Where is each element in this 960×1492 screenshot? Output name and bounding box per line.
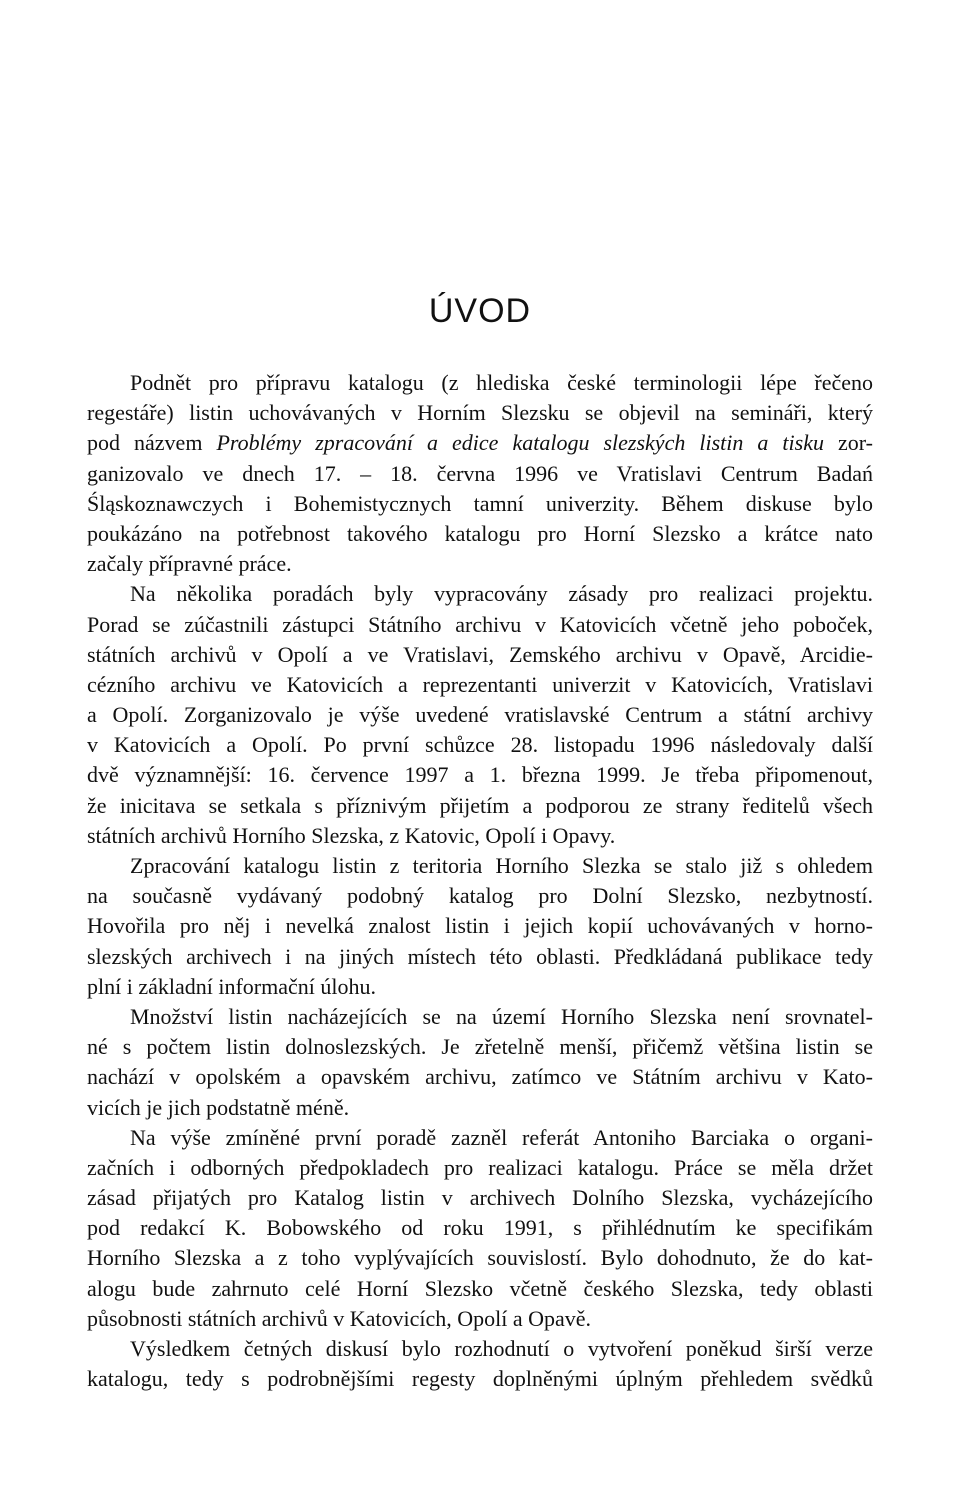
text-line: na současně vydávaný podobný katalog pro Dolní Slezsko, nezbytností.: [87, 883, 873, 909]
text-line: Horního Slezska a z toho vyplývajících souvislostí. Bylo dohodnuto, že do kat-: [87, 1245, 873, 1271]
text-fragment: pod názvem: [87, 430, 217, 456]
text-line: slezských archivech i na jiných místech této oblasti. Předkládaná publikace tedy: [87, 943, 873, 969]
text-line: nachází v opolském a opavském archivu, zatímco ve Státním archivu v Kato-: [87, 1064, 873, 1090]
text-line: ganizovalo ve dnech 17. – 18. června 1996 ve Vratislavi Centrum Badań: [87, 460, 873, 486]
text-line: cézního archivu ve Katovicích a reprezentanti univerzit v Katovicích, Vratislavi: [87, 671, 873, 697]
text-line: [87, 428, 873, 458]
text-line: působnosti státních archivů v Katovicích, Opolí a Opavě.: [87, 1305, 592, 1331]
text-line: státních archivů Horního Slezska, z Katovic, Opolí i Opavy.: [87, 822, 616, 848]
text-line: Výsledkem četných diskusí bylo rozhodnutí o vytvoření poněkud širší verze: [130, 1336, 873, 1361]
text-line: alogu bude zahrnuto celé Horní Slezsko včetně českého Slezska, tedy oblasti: [87, 1275, 873, 1301]
text-line: regestáře) listin uchovávaných v Horním Slezsku se objevil na semináři, který: [87, 400, 873, 426]
text-line: státních archivů v Opolí a ve Vratislavi, Zemského archivu v Opavě, Arcidie-: [87, 641, 873, 667]
text-line: né s počtem listin dolnoslezských. Je zřetelně menší, přičemž většina listin se: [87, 1034, 873, 1060]
text-line: Zpracování katalogu listin z teritoria Horního Slezka se stalo již s ohledem: [130, 853, 873, 878]
paragraph-1: [87, 368, 873, 579]
text-line: Na výše zmíněné první poradě zazněl referát Antoniho Barciaka o organi-: [130, 1124, 873, 1150]
text-line: Śląskoznawczych i Bohemistycznych tamní univerzity. Během diskuse bylo: [87, 490, 873, 516]
text-line: Na několika poradách byly vypracovány zásady pro realizaci projektu.: [130, 581, 873, 607]
text-fragment: zor-: [824, 430, 874, 456]
text-line: Hovořila pro něj i nevelká znalost listin i jejich kopií uchovávaných v horno-: [87, 913, 873, 939]
text-line: pod redakcí K. Bobowského od roku 1991, s přihlédnutím ke specifikám: [87, 1215, 873, 1241]
paragraph-2: [87, 579, 873, 851]
body-text: [87, 368, 873, 1394]
text-line: Množství listin nacházejících se na území Horního Slezska není srovnatel-: [130, 1003, 873, 1029]
text-line: katalogu, tedy s podrobnějšími regesty doplněnými úplným přehledem svědků: [87, 1366, 873, 1392]
text-line: poukázáno na potřebnost takového katalogu pro Horní Slezsko a krátce nato: [87, 520, 873, 546]
text-line: plní i základní informační úlohu.: [87, 973, 376, 999]
text-line: dvě významnější: 16. července 1997 a 1. března 1999. Je třeba připomenout,: [87, 762, 873, 788]
italic-title: Problémy zpracování a edice katalogu slezských listin a tisku: [216, 430, 824, 456]
text-line: začních i odborných předpokladech pro realizaci katalogu. Práce se měla držet: [87, 1154, 873, 1180]
text-line: že inicitava se setkala s příznivým přijetím a podporou ze strany ředitelů všech: [87, 792, 873, 818]
text-line: zásad přijatých pro Katalog listin v archivech Dolního Slezska, vycházejícího: [87, 1185, 873, 1211]
text-line: začaly přípravné práce.: [87, 551, 292, 577]
paragraph-4: [87, 1002, 873, 1123]
text-line: vicích je jich podstatně méně.: [87, 1094, 350, 1120]
text-line: Podnět pro přípravu katalogu (z hlediska české terminologii lépe řečeno: [130, 370, 873, 395]
text-line: Porad se zúčastnili zástupci Státního archivu v Katovicích včetně jeho poboček,: [87, 611, 873, 637]
text-line: v Katovicích a Opolí. Po první schůzce 28. listopadu 1996 následovaly další: [87, 732, 873, 758]
paragraph-5: [87, 1123, 873, 1334]
text-line: a Opolí. Zorganizovalo je výše uvedené vratislavské Centrum a státní archivy: [87, 702, 873, 728]
page-title: ÚVOD: [428, 292, 532, 330]
paragraph-6: [87, 1334, 873, 1394]
paragraph-3: [87, 851, 873, 1002]
